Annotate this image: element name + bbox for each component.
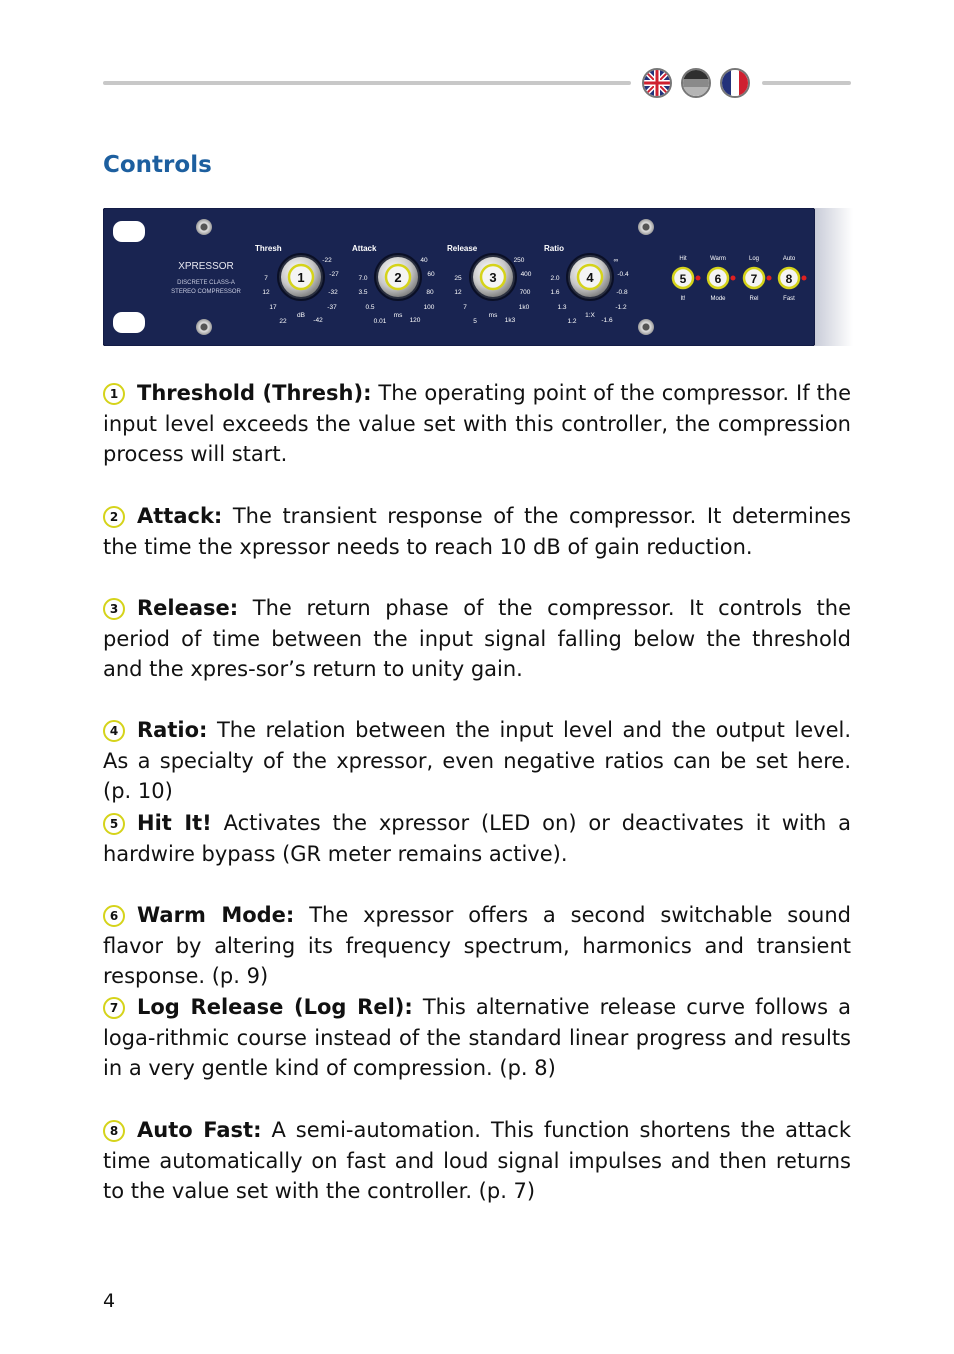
knob-scale-label: 80 — [426, 289, 434, 296]
knob-scale-label: 3.5 — [358, 289, 368, 296]
led-icon — [731, 276, 736, 281]
knob-scale-label: 1.2 — [567, 318, 577, 325]
button-number: 5 — [679, 272, 687, 286]
knob-scale-label: 100 — [423, 304, 435, 311]
item-number-badge: 8 — [103, 1120, 125, 1142]
led-icon — [767, 276, 772, 281]
button-top-label: Auto — [782, 256, 796, 262]
header-rule-left — [103, 81, 631, 85]
item-text: This alternative release curve follows a loga-rithmic course instead of the standard linear progress and results in a very gentle kind of compression. (p. 8) — [103, 995, 851, 1080]
item-text: A semi-automation. This function shortens the attack time automatically on fast and loud signal impulses and then returns to the value set with the controller. (p. 7) — [103, 1118, 851, 1203]
knob-scale-label: -32 — [328, 289, 338, 296]
item-number-badge: 2 — [103, 506, 125, 528]
header-rule-right — [762, 81, 851, 85]
french-flag-icon[interactable] — [720, 68, 750, 98]
knob-number: 3 — [489, 270, 497, 285]
knob-scale-label: 120 — [409, 317, 421, 324]
knob-scale-label: 5 — [473, 318, 477, 325]
button-top-label: Hit — [679, 256, 687, 262]
knob-unit: ms — [393, 312, 403, 319]
page-number: 4 — [103, 1290, 116, 1312]
button-number: 6 — [714, 272, 722, 286]
item-text: The operating point of the compressor. If the input level exceeds the value set with this controller, the compression process will start. — [103, 381, 851, 466]
item-label: Threshold (Thresh): — [137, 381, 372, 405]
item-label: Auto Fast: — [137, 1118, 262, 1142]
knob-number: 1 — [297, 270, 305, 285]
control-description-1 — [103, 378, 851, 470]
item-number-badge: 3 — [103, 598, 125, 620]
button-top-label: Log — [748, 256, 760, 262]
item-text: Activates the xpressor (LED on) or deactivates it with a hardwire bypass (GR meter remains active). — [103, 811, 851, 866]
knob-scale-label: 1k3 — [504, 317, 516, 324]
control-description-4 — [103, 715, 851, 807]
item-label: Warm Mode: — [137, 903, 295, 927]
knob-scale-label: 17 — [269, 304, 277, 311]
knob-scale-label: 0.01 — [373, 318, 387, 325]
knob-label: Attack — [352, 244, 377, 253]
xpressor-front-panel — [103, 208, 853, 346]
item-text: The xpressor offers a second switchable sound flavor by altering its frequency spectrum, harmonics and transient response. (p. 9) — [103, 903, 851, 988]
led-icon — [696, 276, 701, 281]
knob-scale-label: -1.6 — [601, 317, 613, 324]
knob-scale-label: 7 — [463, 304, 467, 311]
knob-scale-label: 7 — [264, 275, 268, 282]
led-icon — [802, 276, 807, 281]
item-text: The relation between the input level and the output level. As a specialty of the xpressor, even negative ratios can be set here. (p. 10) — [103, 718, 851, 803]
knob-scale-label: 2.0 — [550, 275, 560, 282]
device-name: XPRESSOR — [178, 261, 234, 272]
knob-scale-label: 40 — [420, 257, 428, 264]
control-description-5 — [103, 808, 851, 869]
device-subtitle-2: STEREO COMPRESSOR — [171, 289, 241, 295]
control-description-7 — [103, 992, 851, 1084]
button-top-label: Warm — [710, 256, 726, 262]
knob-number: 4 — [586, 270, 594, 285]
control-description-6 — [103, 900, 851, 992]
knob-scale-label: -27 — [329, 271, 339, 278]
uk-flag-icon[interactable] — [642, 68, 672, 98]
section-heading: Controls — [103, 152, 212, 178]
knob-scale-label: 1k0 — [518, 304, 530, 311]
german-flag-icon[interactable] — [681, 68, 711, 98]
knob-unit: 1:X — [585, 312, 595, 319]
knob-scale-label: 0.5 — [365, 304, 375, 311]
knob-unit: ms — [488, 312, 498, 319]
knob-label: Release — [447, 244, 478, 253]
knob-number: 2 — [394, 270, 402, 285]
knob-scale-label: ∞ — [613, 257, 619, 264]
knob-scale-label: -0.4 — [617, 271, 629, 278]
knob-label: Ratio — [544, 244, 564, 253]
item-label: Release: — [137, 596, 239, 620]
item-number-badge: 7 — [103, 997, 125, 1019]
knob-scale-label: 1.3 — [557, 304, 567, 311]
item-text: The transient response of the compressor. It determines the time the xpressor needs to reach 10 dB of gain reduction. — [103, 504, 851, 559]
button-bottom-label: Rel — [749, 296, 759, 302]
knob-scale-label: -22 — [322, 257, 332, 264]
knob-scale-label: 7.0 — [358, 275, 368, 282]
knob-scale-label: 700 — [519, 289, 531, 296]
item-number-badge: 4 — [103, 720, 125, 742]
button-number: 7 — [750, 272, 758, 286]
item-number-badge: 5 — [103, 813, 125, 835]
item-text: The return phase of the compressor. It controls the period of time between the input signal falling below the threshold and the xpres-sor’s return to unity gain. — [103, 596, 851, 681]
device-subtitle-1: DISCRETE CLASS-A — [177, 280, 235, 286]
item-number-badge: 1 — [103, 383, 125, 405]
knob-scale-label: 12 — [454, 289, 462, 296]
item-label: Ratio: — [137, 718, 208, 742]
control-description-8 — [103, 1115, 851, 1207]
button-number: 8 — [785, 272, 793, 286]
control-description-3 — [103, 593, 851, 685]
knob-scale-label: 250 — [513, 257, 525, 264]
knob-scale-label: 60 — [427, 271, 435, 278]
knob-scale-label: 400 — [520, 271, 532, 278]
item-number-badge: 6 — [103, 905, 125, 927]
button-bottom-label: Fast — [783, 296, 795, 302]
knob-scale-label: 25 — [454, 275, 462, 282]
knob-scale-label: 12 — [262, 289, 270, 296]
knob-label: Thresh — [255, 244, 282, 253]
item-label: Hit It! — [137, 811, 212, 835]
knob-scale-label: -42 — [313, 317, 323, 324]
knob-unit: dB — [297, 312, 305, 319]
button-bottom-label: It! — [680, 296, 686, 302]
button-bottom-label: Mode — [710, 296, 726, 302]
rack-slot-top — [113, 221, 145, 242]
knob-scale-label: 1.6 — [550, 289, 560, 296]
knob-scale-label: -0.8 — [616, 289, 628, 296]
knob-scale-label: 22 — [279, 318, 287, 325]
item-label: Log Release (Log Rel): — [137, 995, 413, 1019]
knob-scale-label: -1.2 — [615, 304, 627, 311]
item-label: Attack: — [137, 504, 223, 528]
knob-scale-label: -37 — [327, 304, 337, 311]
control-description-2 — [103, 501, 851, 562]
rack-slot-bottom — [113, 312, 145, 333]
